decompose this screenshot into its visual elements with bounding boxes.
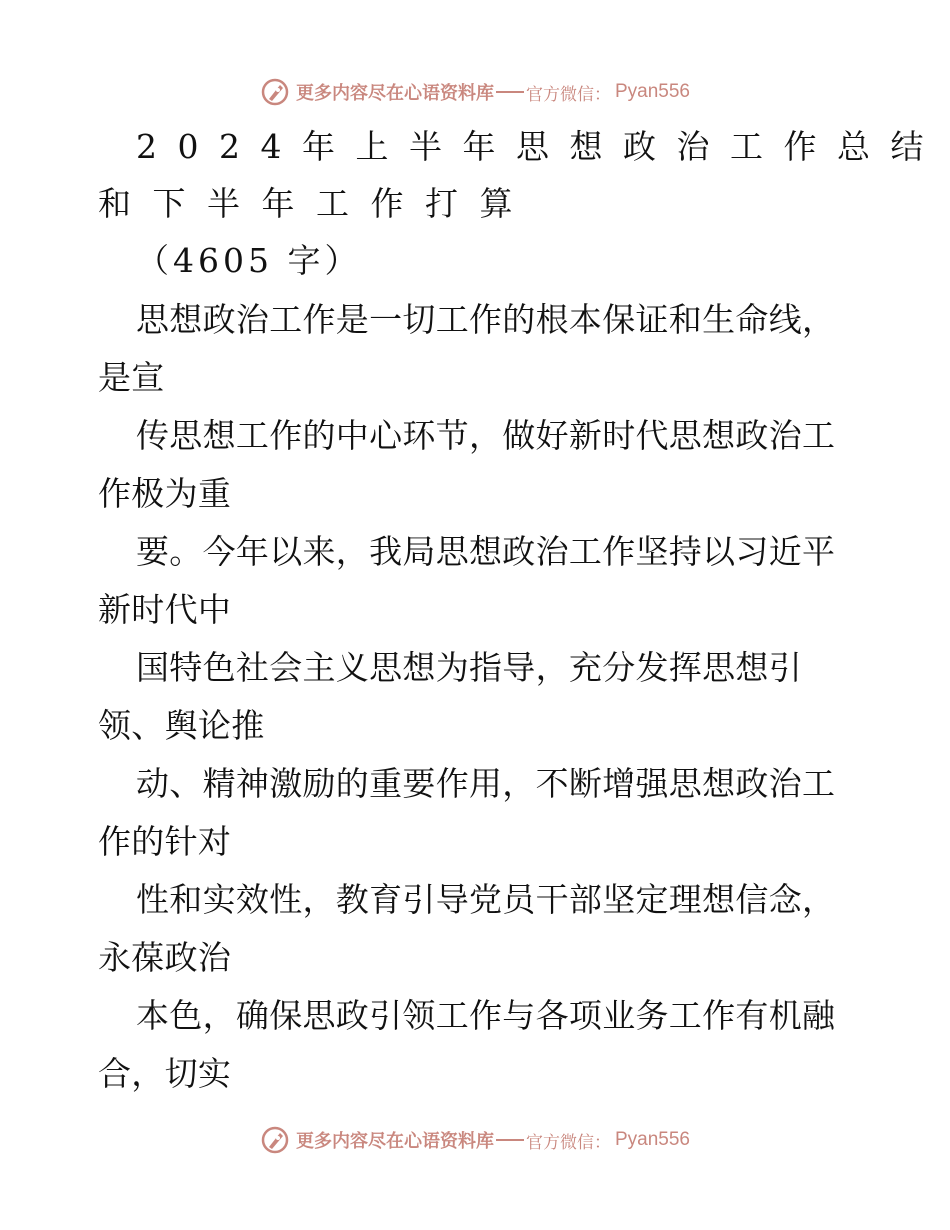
- body-line: 是宣: [98, 358, 165, 397]
- footer-watermark: [0, 1120, 950, 1160]
- body-line: 传思想工作的中心环节，做好新时代思想政治工: [136, 416, 836, 455]
- document-word-count: （4605 字）: [136, 241, 362, 280]
- footer-banner-id: Pyan556: [614, 1129, 690, 1150]
- document-title-line-2: 和下半年工作打算: [98, 184, 534, 223]
- header-banner-label: 官方微信：: [525, 84, 611, 105]
- body-line: 性和实效性，教育引导党员干部坚定理想信念，: [136, 880, 836, 919]
- quill-logo-icon: [260, 1125, 290, 1155]
- body-line: 要。今年以来，我局思想政治工作坚持以习近平: [136, 532, 836, 571]
- header-watermark: [0, 72, 950, 112]
- header-banner-id: Pyan556: [614, 81, 690, 102]
- body-line: 领、舆论推: [98, 706, 265, 745]
- footer-banner-text: 更多内容尽在心语资料库: [295, 1131, 494, 1152]
- header-banner-text: 更多内容尽在心语资料库: [295, 83, 494, 104]
- body-line: 动、精神激励的重要作用，不断增强思想政治工: [136, 764, 836, 803]
- quill-logo-icon: [260, 77, 290, 107]
- footer-banner-dash: [496, 1139, 524, 1141]
- header-banner-dash: [496, 91, 524, 93]
- body-line: 永葆政治: [98, 938, 232, 977]
- body-line: 国特色社会主义思想为指导，充分发挥思想引: [136, 648, 802, 687]
- body-line: 新时代中: [98, 590, 232, 629]
- body-line: 思想政治工作是一切工作的根本保证和生命线，: [136, 300, 836, 339]
- body-line: 本色，确保思政引领工作与各项业务工作有机融: [136, 996, 836, 1035]
- body-line: 作的针对: [98, 822, 232, 861]
- document-title-line-1: 2024年上半年思想政治工作总结: [136, 127, 944, 166]
- body-line: 合，切实: [98, 1054, 232, 1093]
- footer-banner-label: 官方微信：: [525, 1132, 611, 1153]
- body-line: 作极为重: [98, 474, 232, 513]
